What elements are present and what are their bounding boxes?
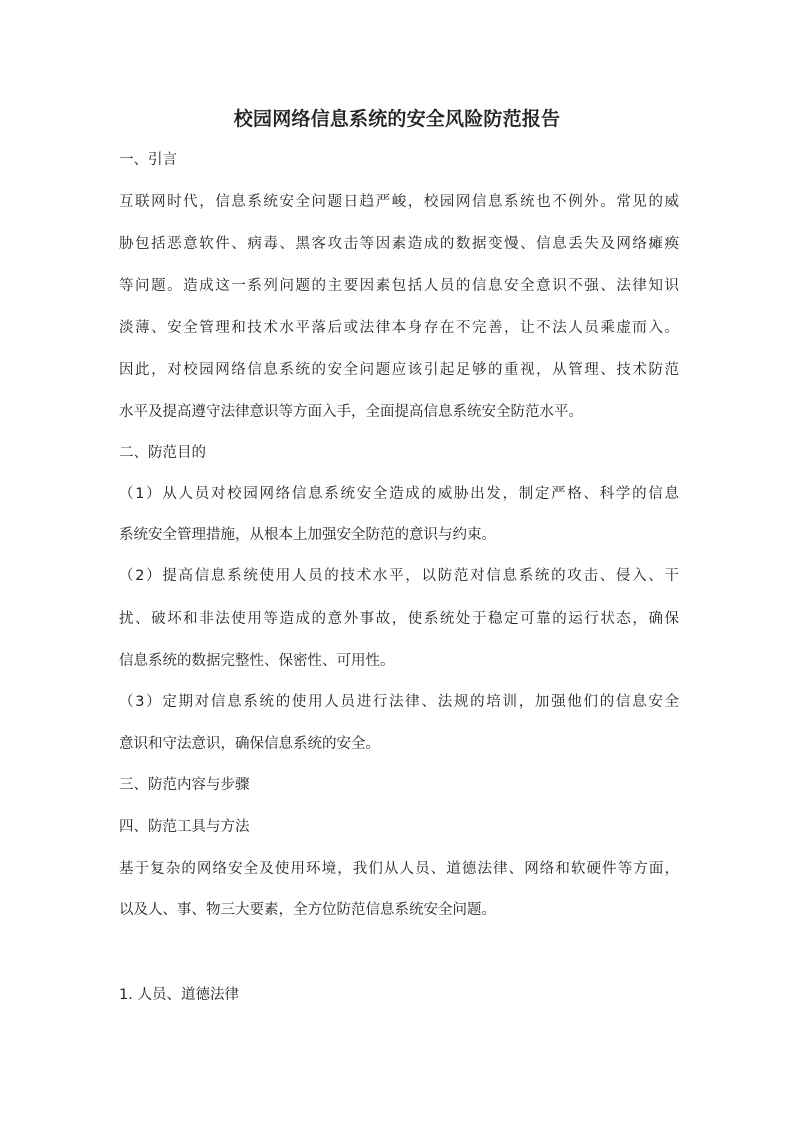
paragraph-line: 意识和守法意识，确保信息系统的安全。 [119, 736, 380, 752]
paragraph-line: 胁包括恶意软件、病毒、黑客攻击等因素造成的数据变慢、信息丢失及网络瘫痪 [119, 236, 679, 252]
paragraph-line: （2）提高信息系统使用人员的技术水平，以防范对信息系统的攻击、侵入、干 [119, 568, 679, 584]
paragraph-line: 系统安全管理措施，从根本上加强安全防范的意识与约束。 [119, 527, 496, 543]
paragraph-line: 互联网时代，信息系统安全问题日趋严峻，校园网信息系统也不例外。常见的威 [119, 194, 679, 210]
paragraph-line: 水平及提高遵守法律意识等方面入手，全面提高信息系统安全防范水平。 [119, 404, 583, 420]
paragraph-line: （3）定期对信息系统的使用人员进行法律、法规的培训，加强他们的信息安全 [119, 694, 679, 710]
paragraph-line: 淡薄、安全管理和技术水平落后或法律本身存在不完善，让不法人员乘虚而入。 [119, 320, 679, 336]
section-heading-objectives: 二、防范目的 [119, 445, 206, 461]
paragraph-line: 扰、破坏和非法使用等造成的意外事故，使系统处于稳定可靠的运行状态，确保 [119, 611, 679, 627]
document-title: 校园网络信息系统的安全风险防范报告 [233, 108, 561, 130]
paragraph-line: 以及人、事、物三大要素，全方位防范信息系统安全问题。 [119, 902, 496, 918]
paragraph-line: 基于复杂的网络安全及使用环境，我们从人员、道德法律、网络和软硬件等方面， [119, 861, 679, 877]
subsection-heading-personnel-ethics-law: 1. 人员、道德法律 [119, 987, 239, 1003]
section-heading-content-steps: 三、防范内容与步骤 [119, 777, 250, 793]
paragraph-line: 因此，对校园网络信息系统的安全问题应该引起足够的重视，从管理、技术防范 [119, 362, 679, 378]
section-heading-introduction: 一、引言 [119, 152, 177, 168]
section-heading-tools-methods: 四、防范工具与方法 [119, 819, 250, 835]
paragraph-line: 等问题。造成这一系列问题的主要因素包括人员的信息安全意识不强、法律知识 [119, 278, 679, 294]
paragraph-line: 信息系统的数据完整性、保密性、可用性。 [119, 653, 395, 669]
paragraph-line: （1）从人员对校园网络信息系统安全造成的威胁出发，制定严格、科学的信息 [119, 486, 679, 502]
